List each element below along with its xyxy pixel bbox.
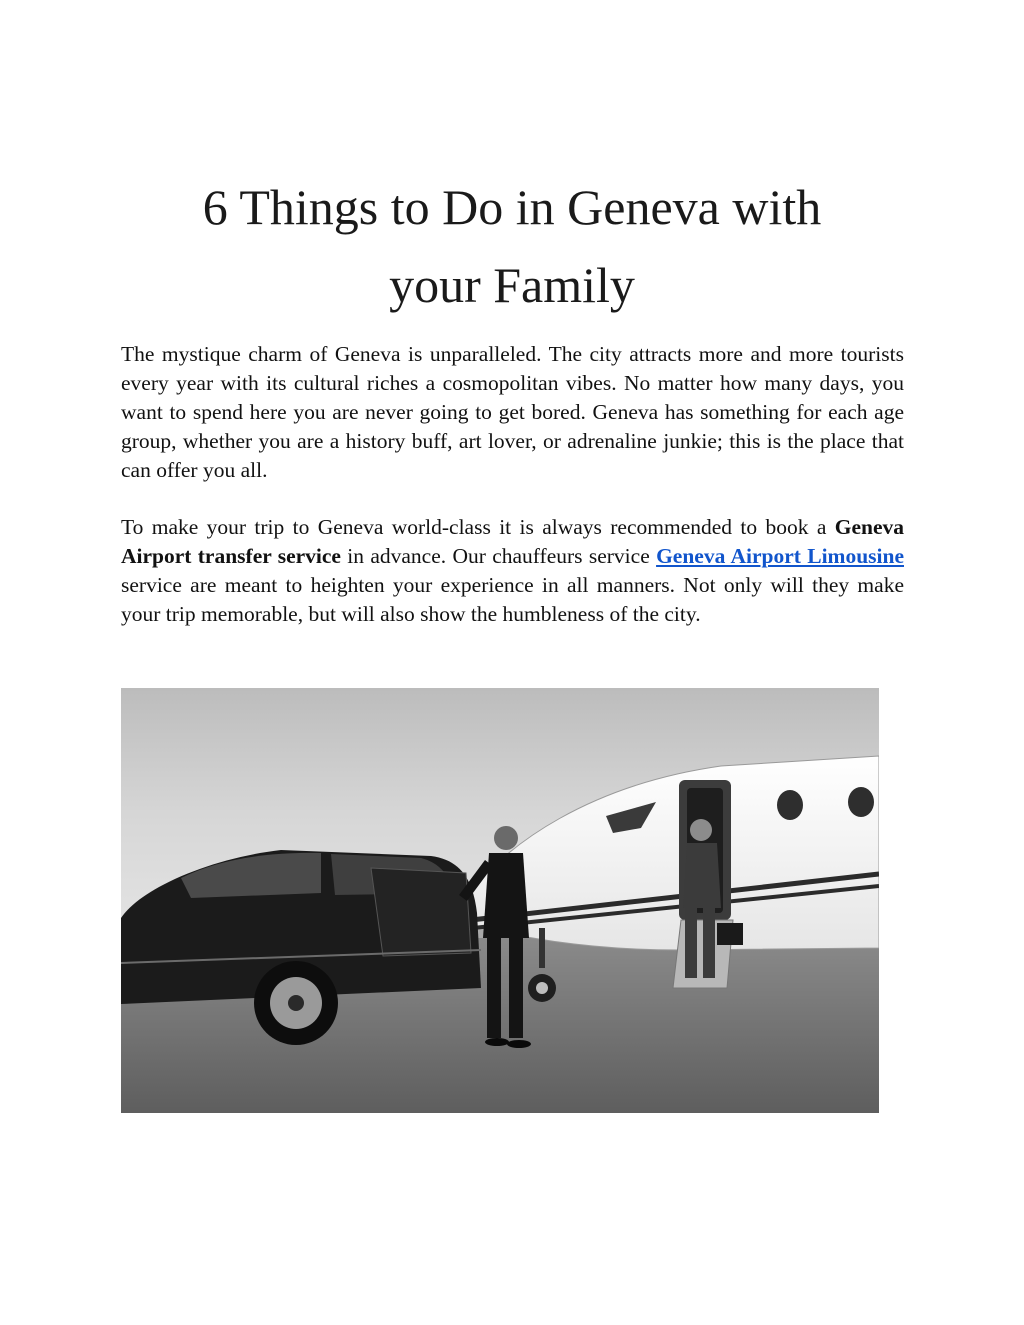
booking-paragraph bbox=[121, 513, 904, 629]
booking-middle-text: in advance. Our chauffeurs service bbox=[340, 544, 657, 568]
booking-outro-text: service are meant to heighten your experience in all manners. Not only will they make your trip memorable, but will also show the humbleness of the city. bbox=[121, 573, 904, 626]
booking-intro-text: To make your trip to Geneva world-class it is always recommended to book a bbox=[121, 515, 835, 539]
airport-limousine-photo bbox=[121, 688, 879, 1113]
title-line-2: your Family bbox=[389, 257, 635, 313]
page-title bbox=[0, 168, 1024, 324]
transfer-service-bold: Geneva Airport transfer service bbox=[121, 515, 904, 568]
intro-paragraph: The mystique charm of Geneva is unparalleled. The city attracts more and more tourists every year with its cultural riches a cosmopolitan vibes. No matter how many days, you want to spend here you are never going to get bored. Geneva has something for each age group, whether you are a history buff, art lover, or adrenaline junkie; this is the place that can offer you all. bbox=[121, 342, 904, 482]
title-line-1: 6 Things to Do in Geneva with bbox=[202, 179, 822, 235]
limousine-link[interactable]: Geneva Airport Limousine bbox=[656, 544, 904, 568]
